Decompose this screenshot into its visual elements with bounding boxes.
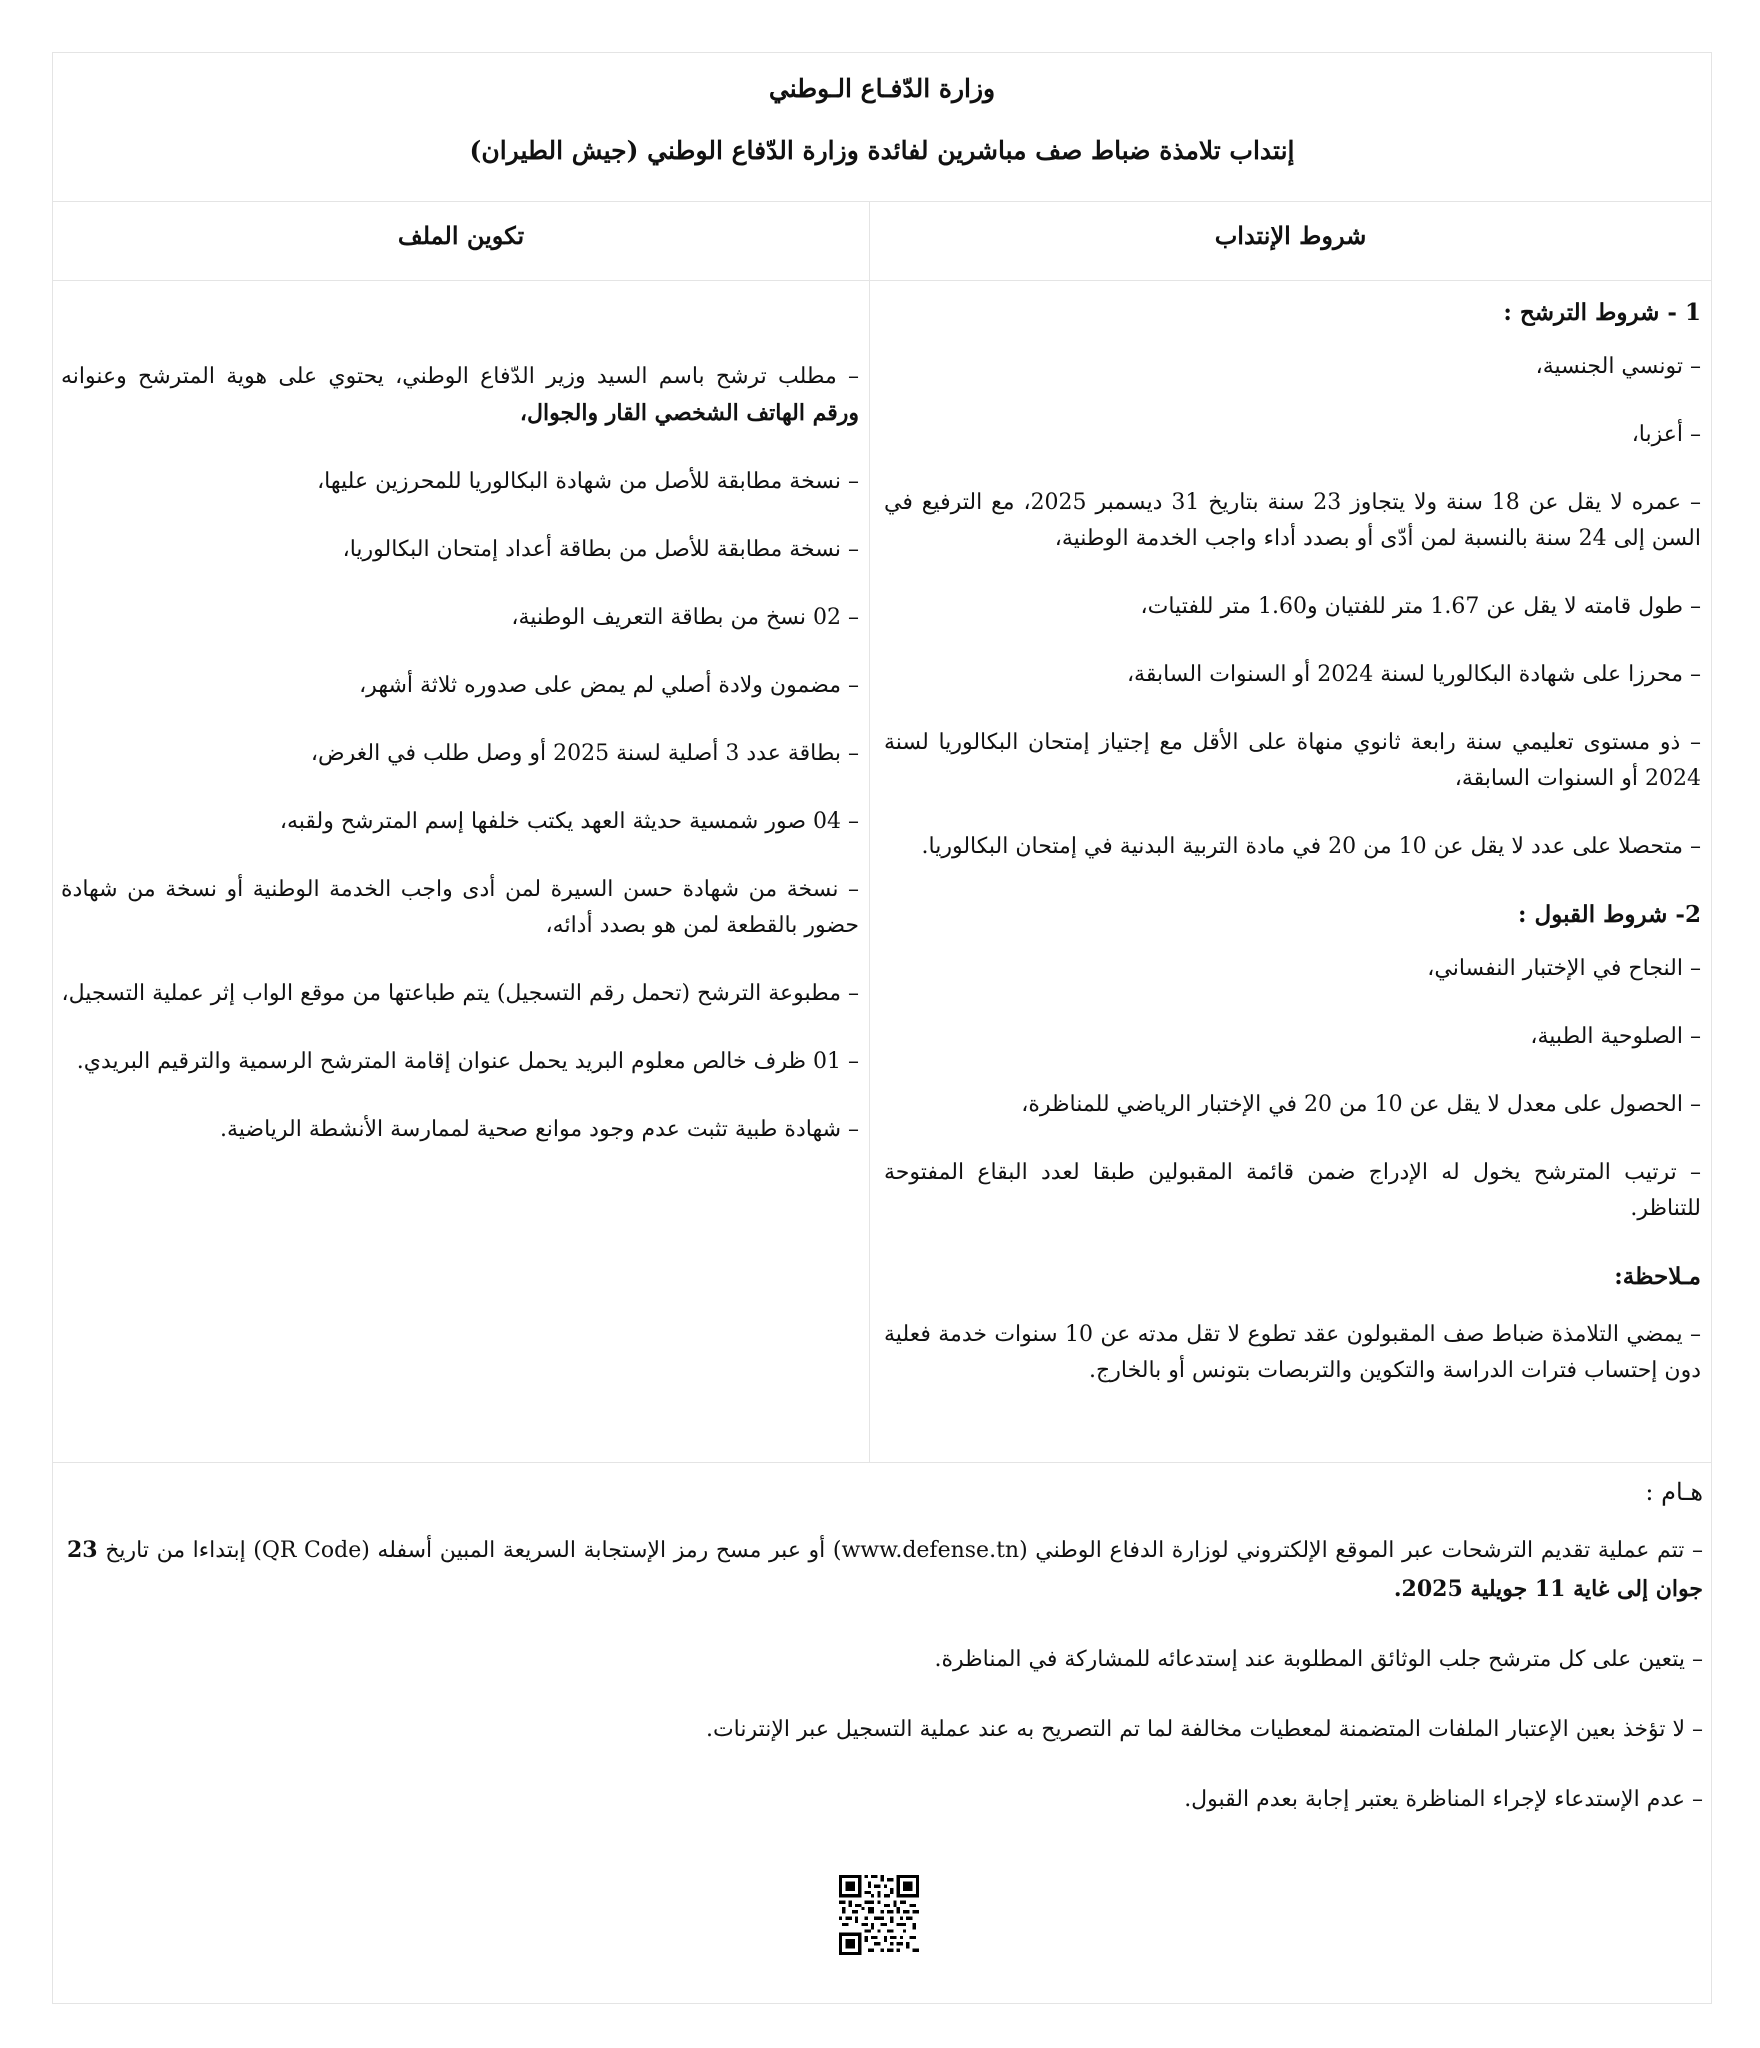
file-column-title: تكوين الملف <box>53 202 869 281</box>
file-item: – مطبوعة الترشح (تحمل رقم التسجيل) يتم طباعتها من موقع الواب إثر عملية التسجيل، <box>61 981 860 1006</box>
candidacy-condition: – متحصلا على عدد لا يقل عن 10 من 20 في مادة التربية البدنية في إمتحان البكالوريا. <box>921 834 1701 859</box>
important-title: هـام : <box>1645 1478 1703 1506</box>
file-item: – 02 نسخ من بطاقة التعريف الوطنية، <box>511 605 860 630</box>
file-item: – 04 صور شمسية حديثة العهد يكتب خلفها إسم المترشح ولقبه، <box>279 809 860 834</box>
file-column <box>53 202 869 1462</box>
conditions-column <box>869 202 1711 1462</box>
announcement-subtitle: إنتداب تلامذة ضباط صف مباشرين لفائدة وزارة الدّفاع الوطني (جيش الطيران) <box>469 136 1295 165</box>
candidacy-condition: – أعزبا، <box>1631 422 1701 447</box>
admission-condition: – الصلوحية الطبية، <box>1530 1024 1701 1049</box>
important-item-dates: 23 جوان إلى غاية 11 جويلية 2025. <box>67 1537 1703 1602</box>
admission-conditions-title: 2- شروط القبول : <box>1518 901 1701 928</box>
candidacy-condition: – طول قامته لا يقل عن 1.67 متر للفتيان و1.60 متر للفتيات، <box>1140 594 1701 619</box>
header <box>53 53 1711 202</box>
file-item: – شهادة طبية تثبت عدم وجود موانع صحية لممارسة الأنشطة الرياضية. <box>219 1117 860 1142</box>
note-text: – يمضي التلامذة ضباط صف المقبولون عقد تطوع لا تقل مدته عن 10 سنوات خدمة فعلية دون إحتساب فترات الدراسة والتكوين والتربصات بتونس أو بالخارج. <box>884 1322 1701 1383</box>
file-item: – بطاقة عدد 3 أصلية لسنة 2025 أو وصل طلب في الغرض، <box>310 741 860 766</box>
candidacy-condition: – محرزا على شهادة البكالوريا لسنة 2024 أو السنوات السابقة، <box>1126 662 1701 687</box>
important-item <box>67 1531 1703 1609</box>
announcement-page <box>52 52 1712 2004</box>
candidacy-conditions-title: 1 - شروط الترشح : <box>1503 299 1701 326</box>
file-item: – نسخة مطابقة للأصل من شهادة البكالوريا للمحرزين عليها، <box>317 469 860 494</box>
candidacy-condition: – ذو مستوى تعليمي سنة رابعة ثانوي منهاة على الأقل مع إجتياز إمتحان البكالوريا لسنة 2024 أو السنوات السابقة، <box>884 730 1701 791</box>
file-item: – 01 ظرف خالص معلوم البريد يحمل عنوان إقامة المترشح الرسمية والترقيم البريدي. <box>76 1049 860 1074</box>
file-item: – مضمون ولادة أصلي لم يمض على صدوره ثلاثة أشهر، <box>359 673 860 698</box>
candidacy-condition: – تونسي الجنسية، <box>1535 354 1701 379</box>
file-item-bold: ورقم الهاتف الشخصي القار والجوال، <box>519 400 860 426</box>
important-item: – عدم الإستدعاء لإجراء المناظرة يعتبر إجابة بعدم القبول. <box>1184 1787 1703 1812</box>
conditions-body <box>870 281 1711 1389</box>
admission-condition: – ترتيب المترشح يخول له الإدراج ضمن قائمة المقبولين طبقا لعدد البقاع المفتوحة للتناظر. <box>884 1160 1701 1221</box>
candidacy-condition: – عمره لا يقل عن 18 سنة ولا يتجاوز 23 سنة بتاريخ 31 ديسمبر 2025، مع الترفيع في السن إلى 24 سنة بالنسبة لمن أدّى أو بصدد أداء واجب الخدمة الوطنية، <box>884 490 1702 551</box>
qr-code[interactable] <box>839 1875 919 1955</box>
ministry-title: وزارة الدّفـاع الـوطني <box>768 74 996 103</box>
file-item: – نسخة من شهادة حسن السيرة لمن أدى واجب الخدمة الوطنية أو نسخة من شهادة حضور بالقطعة لمن هو بصدد أدائه، <box>61 877 860 938</box>
conditions-column-title: شروط الإنتداب <box>870 202 1711 281</box>
file-item-text: – مطلب ترشح باسم السيد وزير الدّفاع الوطني، يحتوي على هوية المترشح وعنوانه <box>61 364 860 389</box>
file-item <box>61 359 859 432</box>
admission-condition: – النجاح في الإختبار النفساني، <box>1427 956 1701 981</box>
important-item-text: – تتم عملية تقديم الترشحات عبر الموقع الإلكتروني لوزارة الدفاع الوطني (www.defense.tn) أو عبر مسح رمز الإستجابة السريعة المبين أسفله (QR Code) إبتداءا من تاريخ <box>97 1538 1704 1563</box>
important-item: – يتعين على كل مترشح جلب الوثائق المطلوبة عند إستدعائه للمشاركة في المناظرة. <box>934 1647 1703 1672</box>
file-item: – نسخة مطابقة للأصل من بطاقة أعداد إمتحان البكالوريا، <box>342 537 860 562</box>
details-table <box>53 202 1711 1463</box>
important-section <box>53 1463 1711 1819</box>
file-body <box>53 281 869 1148</box>
admission-condition: – الحصول على معدل لا يقل عن 10 من 20 في الإختبار الرياضي للمناظرة، <box>1021 1092 1701 1117</box>
important-item: – لا تؤخذ بعين الإعتبار الملفات المتضمنة لمعطيات مخالفة لما تم التصريح به عند عملية التسجيل عبر الإنترنات. <box>705 1717 1703 1742</box>
note-title: مـلاحظة: <box>1614 1263 1701 1290</box>
